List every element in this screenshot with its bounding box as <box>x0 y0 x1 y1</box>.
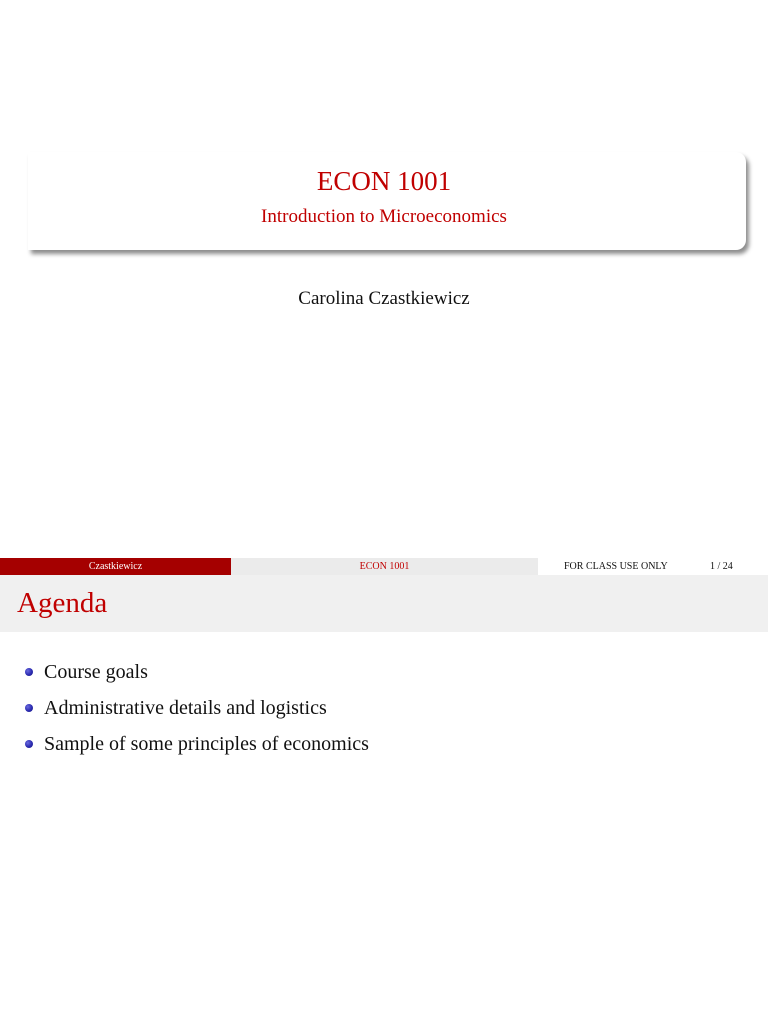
frame-title: Agenda <box>17 587 108 619</box>
frame-title-bar <box>0 575 768 632</box>
list-item-text: Sample of some principles of economics <box>44 733 369 755</box>
list-item <box>24 731 369 767</box>
footer-right <box>538 558 768 575</box>
ball-bullet-icon <box>25 704 33 712</box>
slide-title: ECON 1001 <box>316 166 452 196</box>
slide-author: Carolina Czastkiewicz <box>298 288 470 309</box>
list-item-text: Administrative details and logistics <box>44 697 327 719</box>
ball-bullet-icon <box>25 668 33 676</box>
footer-page-number: 1 / 24 <box>710 561 733 572</box>
footer-course: ECON 1001 <box>231 558 538 575</box>
slide-footer <box>0 558 768 575</box>
footer-author: Czastkiewicz <box>0 558 231 575</box>
ball-bullet-icon <box>25 740 33 748</box>
slide-subtitle: Introduction to Microeconomics <box>261 206 507 227</box>
list-item <box>24 695 369 731</box>
agenda-list <box>24 659 369 767</box>
footer-note: FOR CLASS USE ONLY <box>564 561 668 572</box>
list-item <box>24 659 369 695</box>
agenda-slide <box>0 575 768 1024</box>
list-item-text: Course goals <box>44 661 148 683</box>
